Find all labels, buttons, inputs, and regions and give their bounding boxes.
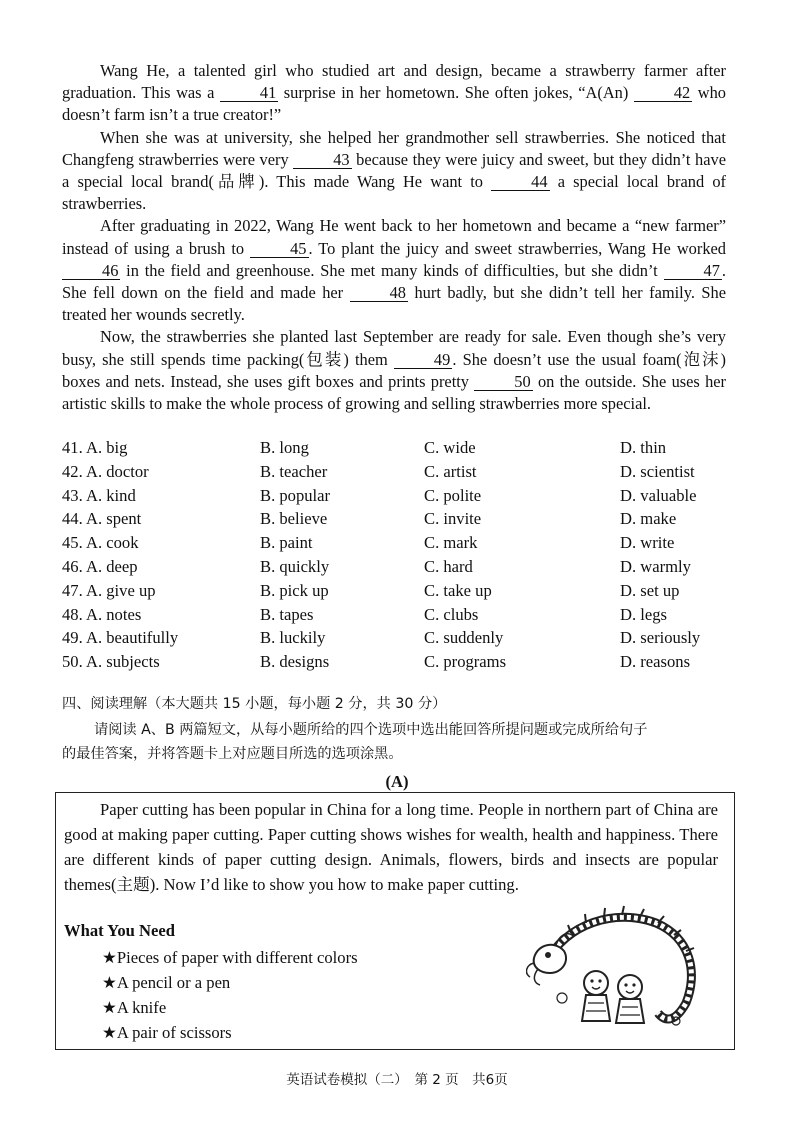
option-row-50 [62, 652, 742, 676]
option-d: D. legs [620, 604, 668, 624]
option-row-48 [62, 605, 742, 629]
passage-text: After graduating in 2022, Wang He went back to her hometown and became a “new farmer” instead of using a brush to [62, 216, 726, 258]
option-c: C. mark [424, 533, 478, 553]
option-a: 45. A. cook [62, 533, 139, 553]
passage-text: hurt badly, but she didn’t tell her family. She treated her wounds secretly. [62, 283, 726, 325]
option-d: D. make [620, 509, 677, 529]
option-b: B. quickly [260, 556, 330, 576]
passage-text: on the outside. She uses her artistic skills to make the whole process of growing and selling strawberries more special. [62, 371, 727, 414]
blank-45: 45 [250, 240, 308, 258]
reading-a-paragraph: Paper cutting has been popular in China for a long time. People in northern part of China are good at making paper cutting. Paper cutting shows wishes for wealth, health and happiness. There are different kinds of paper cutting design. Animals, flowers, birds and insects are popular themes(主题). Now I’d like to show you how to make paper cutting. [64, 800, 718, 894]
blank-49: 49 [394, 351, 452, 369]
option-d: D. warmly [620, 556, 691, 576]
page-footer: 英语试卷模拟（二） 第 2 页 共6页 [286, 1072, 508, 1088]
passage-text: Now, the strawberries she planted last September are ready for sale. Even though she’s very busy, she still spends time packing(包装) them [62, 327, 726, 369]
option-row-43 [62, 486, 742, 510]
dragon-illustration [526, 903, 706, 1033]
passage-text: because they were juicy and sweet, but they didn’t have a special local brand(品牌). This made Wang He want to [62, 149, 726, 192]
option-a: 41. A. big [62, 438, 128, 457]
option-row-47 [62, 581, 742, 605]
option-a: 42. A. doctor [62, 461, 149, 481]
option-a: 46. A. deep [62, 556, 138, 576]
passage-paragraph-1 [62, 60, 726, 127]
option-c: C. clubs [424, 604, 479, 624]
passage-text: who doesn’t farm isn’t a true creator!” [62, 83, 726, 125]
passage-text: When she was at university, she helped her grandmother sell strawberries. She noticed that Changfeng strawberries were very [62, 127, 726, 169]
option-d: D. write [620, 533, 675, 553]
option-c: C. wide [424, 438, 476, 457]
option-a: 49. A. beautifully [62, 628, 179, 648]
need-item: ★A knife [102, 998, 167, 1017]
section-instructions [62, 718, 734, 766]
instruction-line-1: 请阅读 A、B 两篇短文，从每小题所给的四个选项中选出能回答所提问题或完成所给句子 [94, 722, 648, 738]
what-you-need-title: What You Need [64, 921, 175, 940]
option-c: C. invite [424, 509, 482, 529]
section-heading: 四、阅读理解（本大题共 15 小题，每小题 2 分，共 30 分） [62, 696, 447, 712]
option-row-41 [62, 438, 742, 462]
option-a: 47. A. give up [62, 580, 156, 600]
passage-text: surprise in her hometown. She often jokes, “A(An) [278, 83, 634, 103]
option-row-44 [62, 509, 742, 533]
need-item: ★Pieces of paper with different colors [102, 948, 358, 967]
blank-43: 43 [293, 151, 351, 169]
option-a: 50. A. subjects [62, 652, 160, 672]
passage-text: . To plant the juicy and sweet strawberries, Wang He worked [308, 238, 726, 258]
blank-41: 41 [220, 84, 278, 102]
option-b: B. believe [260, 509, 328, 529]
reading-a-intro [64, 797, 718, 897]
option-c: C. take up [424, 580, 492, 600]
option-d: D. seriously [620, 628, 701, 648]
option-c: C. suddenly [424, 628, 504, 648]
blank-42: 42 [634, 84, 692, 102]
option-d: D. thin [620, 438, 667, 457]
blank-48: 48 [350, 284, 408, 302]
instruction-line-2: 的最佳答案，并将答题卡上对应题目所选的选项涂黑。 [62, 746, 403, 762]
option-b: B. paint [260, 533, 313, 553]
option-a: 43. A. kind [62, 485, 136, 505]
reading-a-label: (A) [385, 772, 409, 791]
option-c: C. artist [424, 461, 477, 481]
passage-text: in the field and greenhouse. She met many kinds of difficulties, but she didn’t [120, 260, 664, 280]
cloze-passage [62, 60, 726, 415]
option-a: 48. A. notes [62, 604, 142, 624]
option-d: D. valuable [620, 485, 697, 505]
passage-paragraph-3 [62, 215, 726, 326]
option-row-45 [62, 533, 742, 557]
option-row-42 [62, 462, 742, 486]
option-d: D. scientist [620, 461, 695, 481]
option-c: C. hard [424, 556, 473, 576]
need-item: ★A pencil or a pen [102, 973, 231, 992]
passage-text: . She doesn’t use the usual foam(泡沫) boxes and nets. Instead, she uses gift boxes and prints pretty [62, 349, 726, 391]
blank-50: 50 [474, 373, 532, 391]
option-b: B. long [260, 438, 309, 457]
passage-text: . She fell down on the field and made her [62, 260, 726, 303]
passage-text: Wang He, a talented girl who studied art and design, became a strawberry farmer after graduation. This was a [62, 61, 726, 103]
option-b: B. pick up [260, 580, 329, 600]
passage-paragraph-2 [62, 127, 726, 216]
option-b: B. tapes [260, 604, 314, 624]
option-row-49 [62, 628, 742, 652]
option-d: D. reasons [620, 652, 691, 672]
passage-paragraph-4 [62, 326, 726, 415]
blank-44: 44 [491, 173, 549, 191]
option-b: B. teacher [260, 461, 328, 481]
option-c: C. programs [424, 652, 507, 672]
blank-47: 47 [664, 262, 722, 280]
option-d: D. set up [620, 580, 680, 600]
option-b: B. popular [260, 485, 331, 505]
reading-a-box [55, 792, 735, 1050]
option-c: C. polite [424, 485, 482, 505]
option-a: 44. A. spent [62, 509, 142, 529]
blank-46: 46 [62, 262, 120, 280]
option-b: B. luckily [260, 628, 326, 648]
need-item: ★A pair of scissors [102, 1023, 232, 1042]
passage-text: a special local brand of strawberries. [62, 172, 726, 214]
option-row-46 [62, 557, 742, 581]
what-you-need-list [102, 945, 358, 1045]
option-b: B. designs [260, 652, 330, 672]
answer-options [62, 438, 742, 676]
